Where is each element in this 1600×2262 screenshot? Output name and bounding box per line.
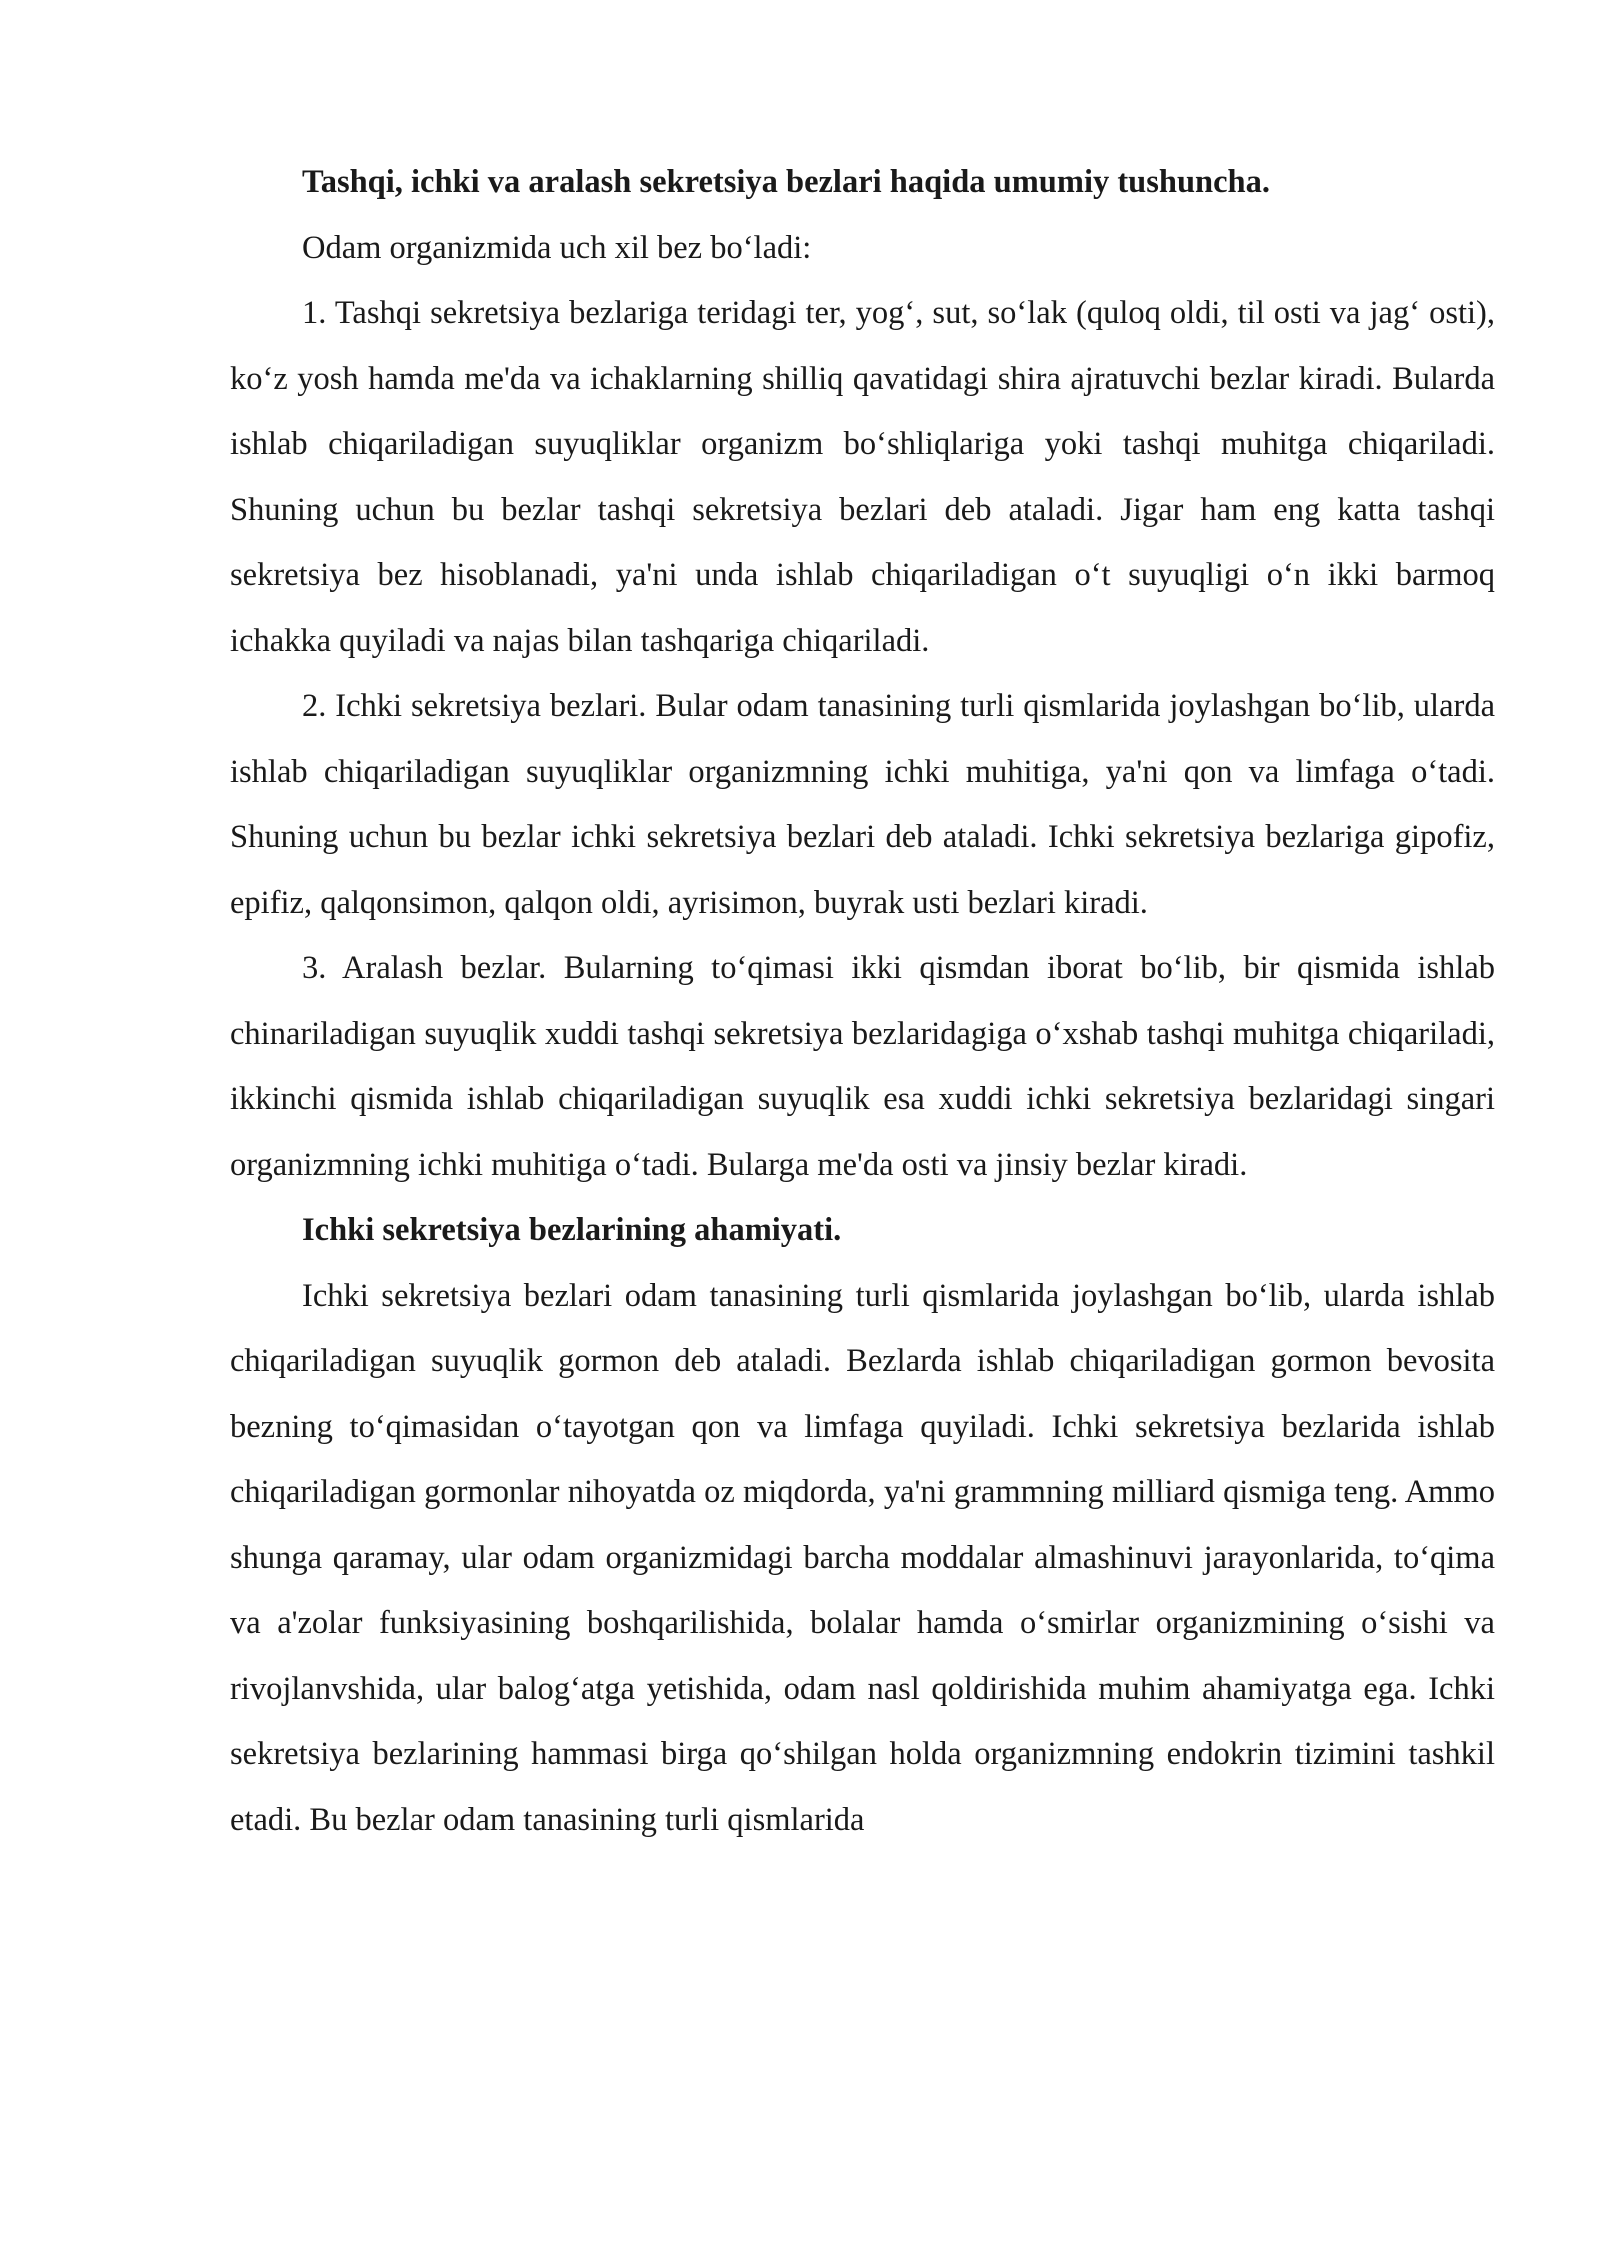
document-body — [230, 150, 1495, 1853]
section-heading-glands-overview: Tashqi, ichki va aralash sekretsiya bezlari haqida umumiy tushuncha. — [302, 164, 1271, 200]
intro-paragraph: Odam organizmida uch xil bez bo‘ladi: — [302, 229, 812, 266]
paragraph-endocrine-glands: 2. Ichki sekretsiya bezlari. Bular odam tanasining turli qismlarida joylashgan bo‘lib, ularda ishlab chiqariladigan suyuqliklar organizmning ichki muhitiga, ya'ni qon va limfaga o‘tadi. Shuning uchun bu bezlar ichki sekretsiya bezlari deb ataladi. Ichki sekretsiya bezlariga gipofiz, epifiz, qalqonsimon, qalqon oldi, ayrisimon, buyrak usti bezlari kiradi. — [230, 688, 1495, 921]
paragraph-endocrine-importance: Ichki sekretsiya bezlari odam tanasining turli qismlarida joylashgan bo‘lib, ularda ishlab chiqariladigan suyuqlik gormon deb ataladi. Bezlarda ishlab chiqariladigan gormon bevosita bezning to‘qimasidan o‘tayotgan qon va limfaga quyiladi. Ichki sekretsiya bezlarida ishlab chiqariladigan gormonlar nihoyatda oz miqdorda, ya'ni grammning milliard qismiga teng. Ammo shunga qaramay, ular odam organizmidagi barcha moddalar almashinuvi jarayonlarida, to‘qima va a'zolar funksiyasining boshqarilishida, bolalar hamda o‘smirlar organizmining o‘sishi va rivojlanvshida, ular balog‘atga yetishida, odam nasl qoldirishida muhim ahamiyatga ega. Ichki sekretsiya bezlarining hammasi birga qo‘shilgan holda organizmning endokrin tizimini tashkil etadi. Bu bezlar odam tanasining turli qismlarida — [230, 1277, 1495, 1838]
section-heading-endocrine-importance: Ichki sekretsiya bezlarining ahamiyati. — [302, 1212, 842, 1248]
paragraph-exocrine-glands: 1. Tashqi sekretsiya bezlariga teridagi ter, yog‘, sut, so‘lak (quloq oldi, til osti va jag‘ osti), ko‘z yosh hamda me'da va ichaklarning shilliq qavatidagi shira ajratuvchi bezlar kiradi. Bularda ishlab chiqariladigan suyuqliklar organizm bo‘shliqlariga yoki tashqi muhitga chiqariladi. Shuning uchun bu bezlar tashqi sekretsiya bezlari deb ataladi. Jigar ham eng katta tashqi sekretsiya bez hisoblanadi, ya'ni unda ishlab chiqariladigan o‘t suyuqligi o‘n ikki barmoq ichakka quyiladi va najas bilan tashqariga chiqariladi. — [230, 295, 1495, 659]
paragraph-mixed-glands: 3. Aralash bezlar. Bularning to‘qimasi ikki qismdan iborat bo‘lib, bir qismida ishlab chinariladigan suyuqlik xuddi tashqi sekretsiya bezlaridagiga o‘xshab tashqi muhitga chiqariladi, ikkinchi qismida ishlab chiqariladigan suyuqlik esa xuddi ichki sekretsiya bezlaridagi singari organizmning ichki muhitiga o‘tadi. Bularga me'da osti va jinsiy bezlar kiradi. — [230, 950, 1495, 1183]
